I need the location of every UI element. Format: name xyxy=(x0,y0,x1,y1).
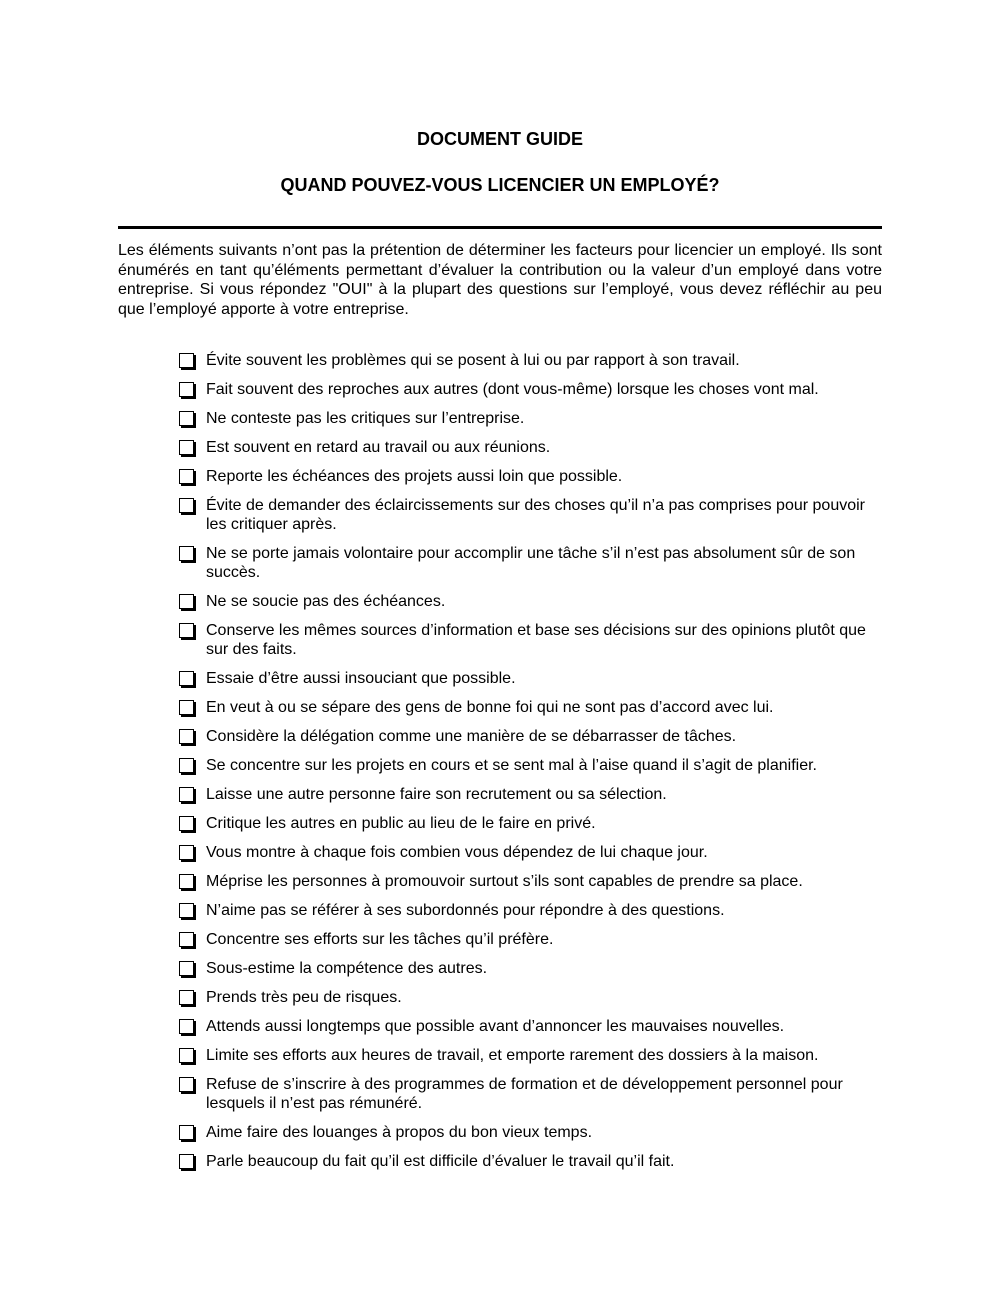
checklist-item-label: Évite souvent les problèmes qui se posent à lui ou par rapport à son travail. xyxy=(206,352,740,369)
checkbox-icon[interactable] xyxy=(179,353,194,368)
checklist-item xyxy=(178,901,888,920)
document-title: DOCUMENT GUIDE xyxy=(417,129,583,149)
horizontal-rule xyxy=(118,226,882,229)
checkbox-icon[interactable] xyxy=(179,845,194,860)
checklist-item xyxy=(178,1123,888,1142)
checklist-item-label: Conserve les mêmes sources d’information et base ses décisions sur des opinions plutôt que sur des faits. xyxy=(206,622,866,658)
checkbox-icon[interactable] xyxy=(179,1125,194,1140)
checklist-item-label: Est souvent en retard au travail ou aux réunions. xyxy=(206,439,551,456)
checklist-item-label: Attends aussi longtemps que possible avant d’annoncer les mauvaises nouvelles. xyxy=(206,1018,785,1035)
checklist-item-label: Évite de demander des éclaircissements sur des choses qu’il n’a pas comprises pour pouvoir les critiquer après. xyxy=(206,497,865,533)
checklist-item-label: Sous-estime la compétence des autres. xyxy=(206,960,488,977)
checklist-item xyxy=(178,872,888,891)
document-subtitle: QUAND POUVEZ-VOUS LICENCIER UN EMPLOYÉ? xyxy=(280,175,720,195)
checklist-item xyxy=(178,1046,888,1065)
checkbox-icon[interactable] xyxy=(179,469,194,484)
checklist-item-label: Reporte les échéances des projets aussi loin que possible. xyxy=(206,468,623,485)
checklist-item xyxy=(178,785,888,804)
checkbox-icon[interactable] xyxy=(179,932,194,947)
checklist-item-label: Ne se porte jamais volontaire pour accomplir une tâche s’il n’est pas absolument sûr de son succès. xyxy=(206,545,856,581)
checklist-item-label: Considère la délégation comme une manière de se débarrasser de tâches. xyxy=(206,728,737,745)
checklist-item xyxy=(178,1075,888,1113)
checklist-item xyxy=(178,959,888,978)
checkbox-icon[interactable] xyxy=(179,758,194,773)
checkbox-icon[interactable] xyxy=(179,787,194,802)
checkbox-icon[interactable] xyxy=(179,961,194,976)
checklist-item xyxy=(178,621,888,659)
checklist-item xyxy=(178,669,888,688)
checklist-item xyxy=(178,409,888,428)
checklist-item xyxy=(178,1152,888,1171)
checkbox-icon[interactable] xyxy=(179,594,194,609)
checklist-item-label: Concentre ses efforts sur les tâches qu’il préfère. xyxy=(206,931,554,948)
checkbox-icon[interactable] xyxy=(179,1048,194,1063)
checkbox-icon[interactable] xyxy=(179,546,194,561)
checklist-item xyxy=(178,467,888,486)
checklist-item xyxy=(178,988,888,1007)
checklist-item xyxy=(178,727,888,746)
checklist xyxy=(178,351,888,1181)
checkbox-icon[interactable] xyxy=(179,1019,194,1034)
checklist-item-label: Ne se soucie pas des échéances. xyxy=(206,593,446,610)
checklist-item xyxy=(178,1017,888,1036)
checkbox-icon[interactable] xyxy=(179,729,194,744)
checklist-item xyxy=(178,698,888,717)
checkbox-icon[interactable] xyxy=(179,382,194,397)
checklist-item-label: En veut à ou se sépare des gens de bonne foi qui ne sont pas d’accord avec lui. xyxy=(206,699,774,716)
checklist-item xyxy=(178,843,888,862)
checklist-item xyxy=(178,438,888,457)
checklist-item-label: N’aime pas se référer à ses subordonnés pour répondre à des questions. xyxy=(206,902,725,919)
checkbox-icon[interactable] xyxy=(179,990,194,1005)
checklist-item-label: Critique les autres en public au lieu de le faire en privé. xyxy=(206,815,596,832)
checklist-item xyxy=(178,544,888,582)
checkbox-icon[interactable] xyxy=(179,411,194,426)
checkbox-icon[interactable] xyxy=(179,623,194,638)
checkbox-icon[interactable] xyxy=(179,498,194,513)
checklist-item-label: Refuse de s’inscrire à des programmes de formation et de développement personnel pour lesquels il n’est pas rémunéré. xyxy=(206,1076,843,1112)
checklist-item-label: Fait souvent des reproches aux autres (dont vous-même) lorsque les choses vont mal. xyxy=(206,381,819,398)
checkbox-icon[interactable] xyxy=(179,440,194,455)
checkbox-icon[interactable] xyxy=(179,903,194,918)
checkbox-icon[interactable] xyxy=(179,874,194,889)
checklist-item xyxy=(178,351,888,370)
checklist-item xyxy=(178,380,888,399)
checkbox-icon[interactable] xyxy=(179,700,194,715)
checklist-item-label: Aime faire des louanges à propos du bon vieux temps. xyxy=(206,1124,593,1141)
checklist-item-label: Limite ses efforts aux heures de travail, et emporte rarement des dossiers à la maison. xyxy=(206,1047,819,1064)
checklist-item xyxy=(178,756,888,775)
intro-paragraph: Les éléments suivants n’ont pas la prétention de déterminer les facteurs pour licencier un employé. Ils sont énumérés en tant qu’éléments permettant d’évaluer la contribution ou la valeur d’un employé dans votre entreprise. Si vous répondez "OUI" à la plupart des questions sur l’employé, vous devez réfléchir au peu que l’employé apporte à votre entreprise. xyxy=(118,242,882,318)
checkbox-icon[interactable] xyxy=(179,816,194,831)
checklist-item-label: Essaie d’être aussi insouciant que possible. xyxy=(206,670,516,687)
checklist-item-label: Laisse une autre personne faire son recrutement ou sa sélection. xyxy=(206,786,667,803)
checklist-item-label: Se concentre sur les projets en cours et se sent mal à l’aise quand il s’agit de planifier. xyxy=(206,757,817,774)
checklist-item xyxy=(178,930,888,949)
checklist-item xyxy=(178,592,888,611)
checklist-item-label: Méprise les personnes à promouvoir surtout s’ils sont capables de prendre sa place. xyxy=(206,873,803,890)
checklist-item-label: Vous montre à chaque fois combien vous dépendez de lui chaque jour. xyxy=(206,844,708,861)
checkbox-icon[interactable] xyxy=(179,1154,194,1169)
checkbox-icon[interactable] xyxy=(179,671,194,686)
checklist-item xyxy=(178,814,888,833)
checklist-item xyxy=(178,496,888,534)
checklist-item-label: Parle beaucoup du fait qu’il est difficile d’évaluer le travail qu’il fait. xyxy=(206,1153,675,1170)
checklist-item-label: Ne conteste pas les critiques sur l’entreprise. xyxy=(206,410,525,427)
checklist-item-label: Prends très peu de risques. xyxy=(206,989,402,1006)
checkbox-icon[interactable] xyxy=(179,1077,194,1092)
